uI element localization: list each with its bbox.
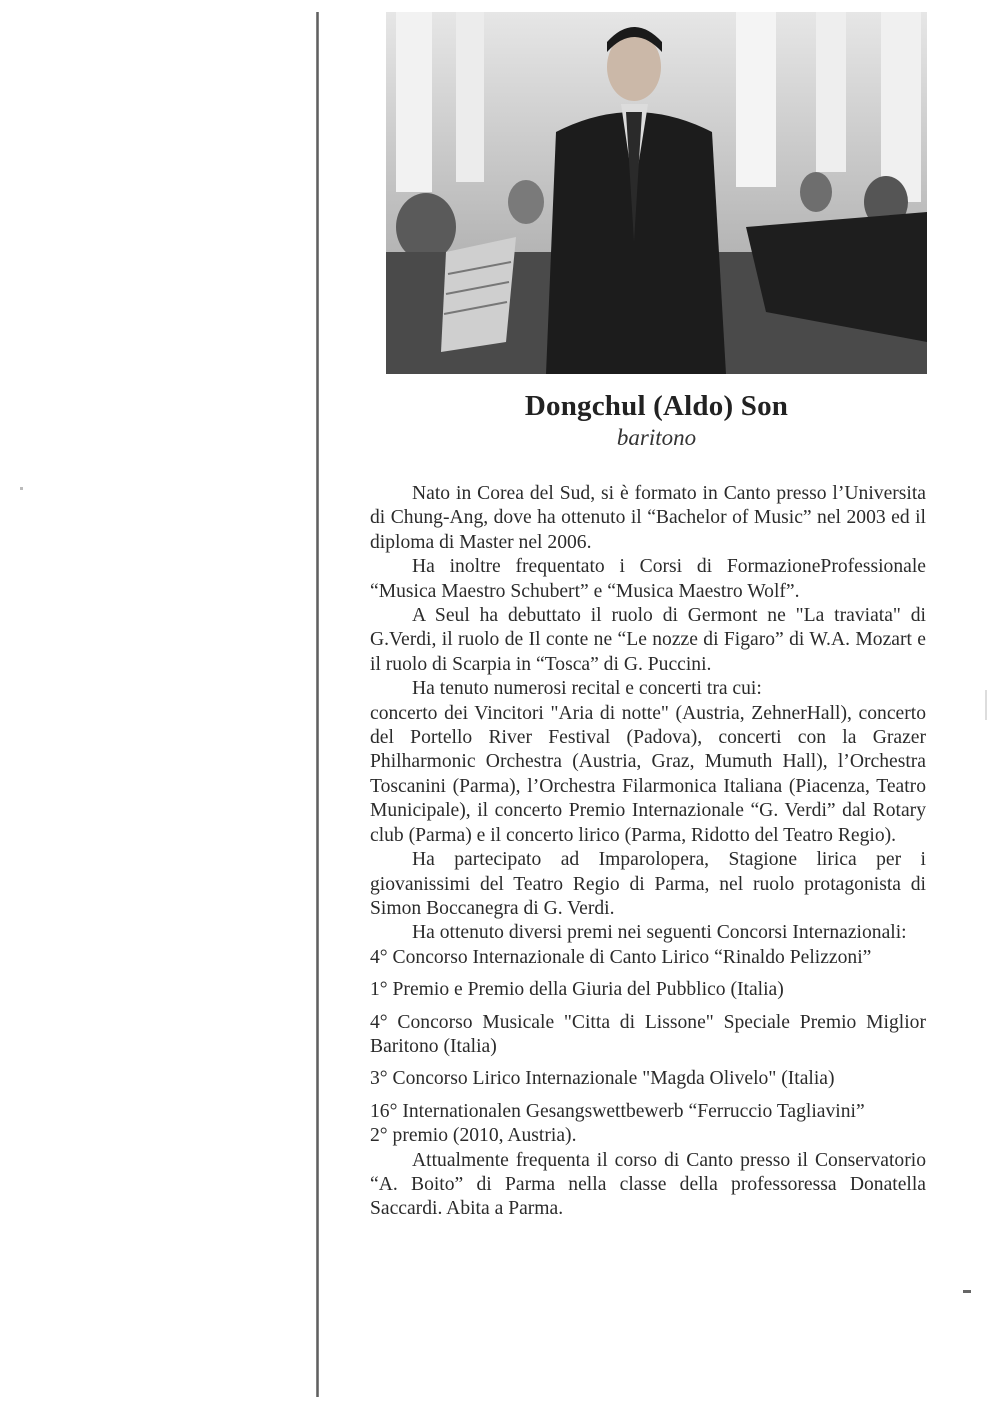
bio-paragraph: Ha tenuto numerosi recital e concerti tra cui: [412,678,762,700]
award-item: 16° Internationalen Gesangswettbewerb “Ferruccio Tagliavini” [370,1100,865,1122]
page-margin-rule [316,12,319,1397]
scan-speck [963,1290,971,1293]
award-item: 2° premio (2010, Austria). [370,1125,577,1147]
bio-paragraph: Attualmente frequenta il corso di Canto presso il Conservatorio “A. Boito” di Parma nella classe della professoressa Donatella Saccardi. Abita a Parma. [370,1149,926,1220]
scan-speck [985,690,987,720]
singer-photo [386,12,927,374]
award-item: 3° Concorso Lirico Internazionale "Magda Olivelo" (Italia) [370,1068,835,1090]
awards-list [370,946,926,1149]
singer-name: Dongchul (Aldo) Son [524,390,789,422]
voice-type: baritono [616,425,697,450]
scan-speck [20,487,23,490]
bio-paragraph: A Seul ha debuttato il ruolo di Germont ne "La traviata" di G.Verdi, il ruolo de Il conte ne “Le nozze di Figaro” di W.A. Mozart e il ruolo di Scarpia in “Tosca” di G. Puccini. [370,605,926,675]
award-item: 4° Concorso Musicale "Citta di Lissone" Speciale Premio Miglior Baritono (Italia) [370,1011,926,1057]
bio-paragraph: Ha ottenuto diversi premi nei seguenti Concorsi Internazionali: [412,922,907,944]
bio-paragraph: Ha partecipato ad Imparolopera, Stagione lirica per i giovanissimi del Teatro Regio di Parma, nel ruolo protagonista di Simon Boccanegra di G. Verdi. [370,849,926,919]
bio-paragraph: Nato in Corea del Sud, si è formato in Canto presso l’Universita di Chung-Ang, dove ha ottenuto il “Bachelor of Music” nel 2003 ed il diploma di Master nel 2006. [370,483,926,553]
award-item: 1° Premio e Premio della Giuria del Pubblico (Italia) [370,979,784,1001]
concert-list: concerto dei Vincitori "Aria di notte" (Austria, ZehnerHall), concerto del Portello River Festival (Padova), concerti con la Grazer Philharmonic Orchestra (Austria, Graz, Mumuth Hall), l’Orchestra Toscanini (Parma), l’Orchestra Filarmonica Italiana (Piacenza, Teatro Municipale), il concerto Premio Internazionale “G. Verdi” dal Rotary club (Parma) e il concerto lirico (Parma, Ridotto del Teatro Regio). [370,702,926,846]
bio-paragraph: Ha inoltre frequentato i Corsi di FormazioneProfessionale “Musica Maestro Schubert” e “Musica Maestro Wolf”. [370,556,926,602]
award-item: 4° Concorso Internazionale di Canto Lirico “Rinaldo Pelizzoni” [370,946,872,968]
biography [370,482,926,1222]
